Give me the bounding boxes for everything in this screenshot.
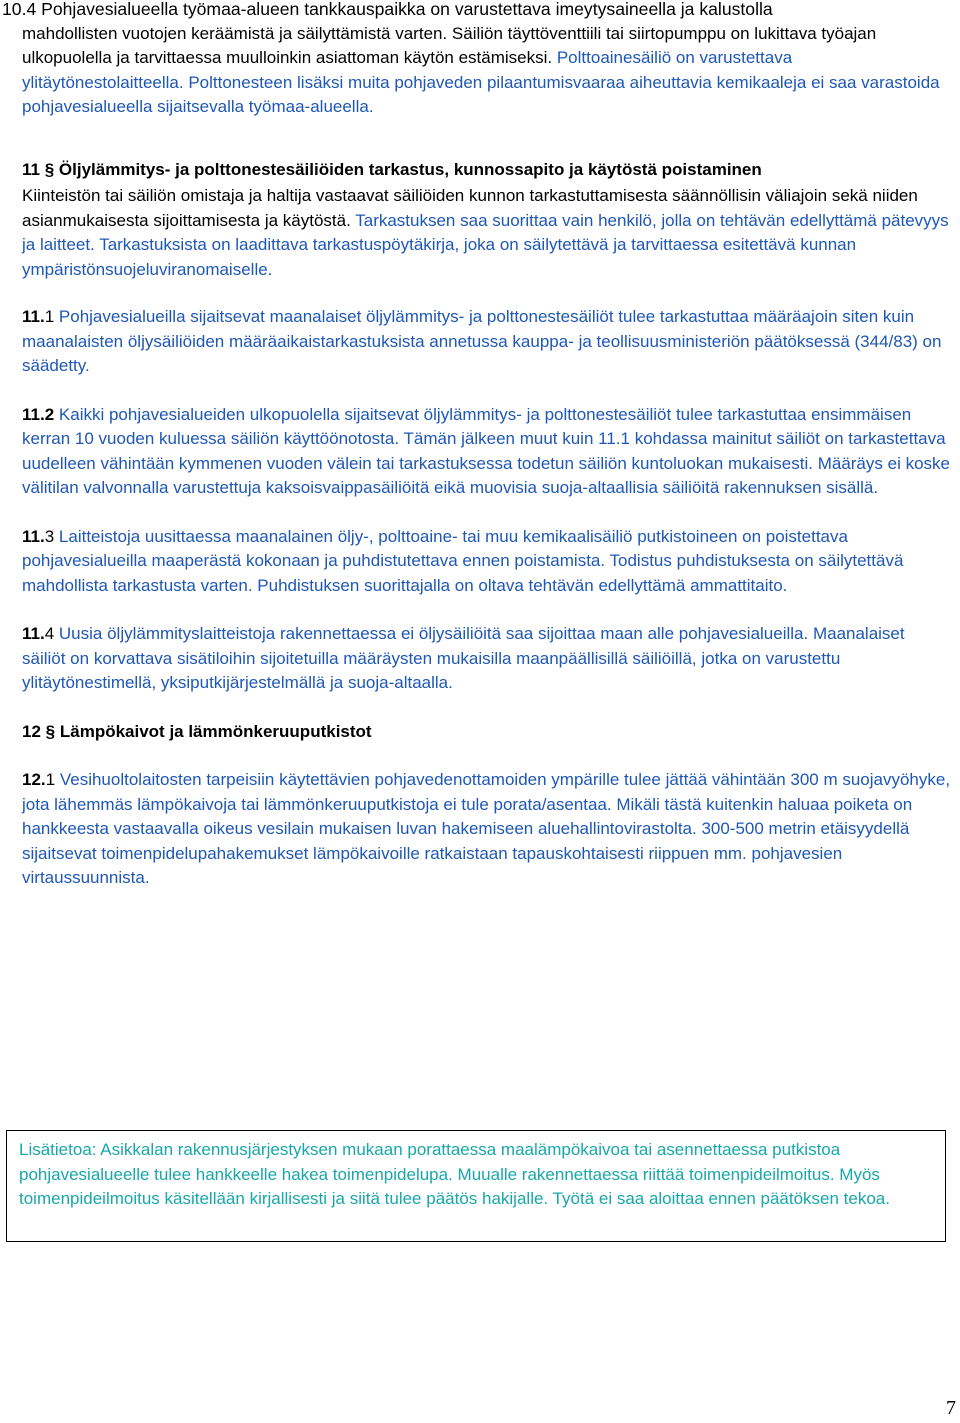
paragraph-11-3-number-a: 11.: [22, 526, 45, 546]
section-12-sign: §: [45, 721, 56, 741]
section-11-title: Öljylämmitys- ja polttonestesäiliöiden tarkastus, kunnossapito ja käytöstä poistaminen: [58, 159, 762, 179]
section-11-sign: §: [44, 159, 55, 179]
section-11-intro: [22, 184, 952, 282]
section-10-4-text: [2, 0, 952, 22]
section-11-intro-blue-2: Tarkastuksista on laadittava tarkastuspöytäkirja, joka on säilytettävä ja tarvittaessa esitettävä kunnan ympäristönsuojeluviranomaiselle.: [22, 235, 857, 279]
paragraph-11-4-text: Uusia öljylämmityslaitteistoja rakennettaessa ei öljysäiliöitä saa sijoittaa maan alle pohjavesialueilla. Maanalaiset säiliöt on korvattava sisätiloihin sijoitetuilla määräysten mukaisilla maanpäällisillä säiliöillä, jotka on varustettu ylitäytönestimellä, yksiputkijärjestelmällä ja suoja-altaalla.: [22, 624, 905, 692]
section-10-4-body-blue-2: Polttonesteen lisäksi muita pohjaveden pilaantumisvaaraa aiheuttavia kemikaaleja ei saa varastoida pohjavesialueella sijaitsevalla työmaa-alueella.: [22, 72, 940, 116]
section-10-4-heading: 10.4 Pohjavesialueella työmaa-alueen tankkauspaikka on varustettava imeytysaineella ja kalustolla: [2, 0, 773, 19]
paragraph-12-1: [22, 768, 952, 891]
page-number: 7: [946, 1397, 956, 1419]
section-12-heading: [22, 720, 952, 745]
paragraph-12-1-number-a: 12.: [22, 770, 46, 789]
section-11-intro-blue-1: Tarkastuksen saa suorittaa vain henkilö, jolla on tehtävän edellyttämä pätevyys ja laitteet.: [22, 210, 949, 254]
info-box-text: Lisätietoa: Asikkalan rakennusjärjestyksen mukaan porattaessa maalämpökaivoa tai asennettaessa putkistoa pohjavesialueelle tulee hankkeelle hakea toimenpidelupa. Muualle rakennettaessa riittää toimenpideilmoitus. Myös toimenpideilmoitus käsitellään kirjallisesti ja siitä tulee päätös hakijalle. Työtä ei saa aloittaa ennen päätöksen tekoa.: [19, 1140, 890, 1208]
section-11-heading: [22, 158, 952, 183]
section-12-number: 12: [22, 721, 41, 741]
paragraph-11-1-number-a: 11.: [22, 307, 45, 326]
section-10-4-body: [22, 22, 952, 120]
paragraph-11-1: [22, 305, 952, 379]
paragraph-11-3: [22, 525, 952, 599]
paragraph-11-4-number-b: 4: [44, 624, 55, 643]
paragraph-11-2-text: Kaikki pohjavesialueiden ulkopuolella sijaitsevat öljylämmitys- ja polttonestesäiliöt tulee tarkastuttaa ensimmäisen kerran 10 vuoden kuluessa säiliön käyttöönotosta. Tämän jälkeen muut kuin 11.1 kohdassa mainitut säiliöt on tarkastettava uudelleen vähintään kymmenen vuoden välein tai tarkastuksessa todetun säiliön kuntoluokan mukaisesti. Määräys ei koske välitilan valvonnalla varustettuja kaksoisvaippasäiliöitä eikä muovisia suoja-altaallisia säiliöitä rakennuksen sisällä.: [22, 404, 950, 497]
paragraph-11-3-number-b: 3: [44, 526, 55, 546]
paragraph-11-4-number-a: 11.: [22, 624, 45, 643]
info-box: [6, 1130, 946, 1242]
paragraph-11-2-number-a: 11.: [22, 404, 45, 424]
paragraph-11-1-text: Pohjavesialueilla sijaitsevat maanalaiset öljylämmitys- ja polttonestesäiliöt tulee tarkastuttaa määräajoin siten kuin maanalaisten öljysäiliöiden määräaikaistarkastuksista annetussa kauppa- ja teollisuusministeriön päätöksessä (344/83) on säädetty.: [22, 307, 942, 375]
paragraph-11-2: [22, 403, 952, 501]
paragraph-12-1-number-b: 1: [45, 770, 56, 789]
section-11-number: 11: [22, 159, 40, 179]
paragraph-11-4: [22, 622, 952, 696]
section-10-4-body-black: mahdollisten vuotojen keräämistä ja säilyttämistä varten. Säiliön täyttöventtiili tai siirtopumppu on lukittava työajan ulkopuolella ja tarvittaessa muulloinkin asiattoman käytön estämiseksi.: [22, 23, 877, 67]
section-10-4-body-blue-1: Polttoainesäiliö on varustettava ylitäytönestolaitteella.: [22, 48, 793, 92]
section-11-intro-black: Kiinteistön tai säiliön omistaja ja haltija vastaavat säiliöiden kunnon tarkastuttamisesta säännöllisin väliajoin sekä niiden asianmukaisesta sijoittamisesta ja käytöstä.: [22, 186, 918, 230]
paragraph-11-1-number-b: 1: [44, 307, 55, 326]
paragraph-12-1-text: Vesihuoltolaitosten tarpeisiin käytettävien pohjavedenottamoiden ympärille tulee jättää vähintään 300 m suojavyöhyke, jota lähemmäs lämpökaivoja tai lämmönkeruuputkistoja ei tule porata/asentaa. Mikäli tästä kuitenkin haluaa poiketa on hankkeesta vastaavalla oikeus vesilain mukaisen luvan hakemiseen aluehallintovirastolta. 300-500 metrin etäisyydellä sijaitsevat toimenpidelupahakemukset lämpökaivoille ratkaistaan tapauskohtaisesti riippuen mm. pohjavesien virtaussuunnista.: [22, 770, 951, 887]
document-page: [2, 0, 952, 891]
paragraph-11-2-number-b: 2: [44, 404, 55, 424]
section-10-4: [2, 0, 952, 120]
paragraph-11-3-text: Laitteistoja uusittaessa maanalainen öljy-, polttoaine- tai muu kemikaalisäiliö putkistoineen on poistettava pohjavesialueilla maaperästä kokonaan ja puhdistutettava ennen poistamista. Todistus puhdistuksesta on säilytettävä mahdollista tarkastusta varten. Puhdistuksen suorittajalla on oltava tehtävän edellyttämä ammattitaito.: [22, 526, 904, 595]
section-12-title: Lämpökaivot ja lämmönkeruuputkistot: [59, 721, 372, 741]
